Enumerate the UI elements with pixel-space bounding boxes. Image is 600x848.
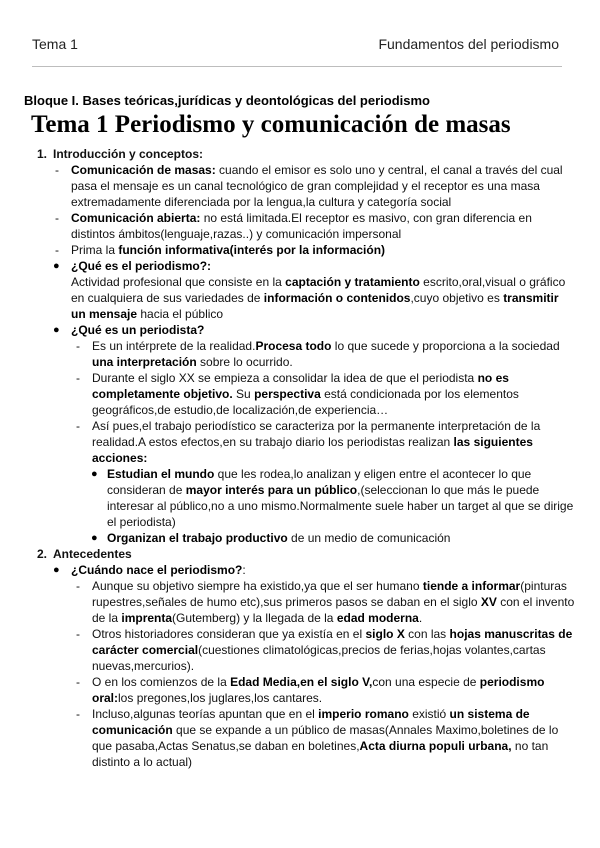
text-line: oral:los pregones,los juglares,los cantares. — [92, 691, 323, 705]
text-line: Estudian el mundo que les rodea,lo analizan y eligen entre el acontecer lo que — [107, 467, 532, 481]
text-line: que pasaba,Actas Senatus,se daban en boletines,Acta diurna populi urbana, no tan — [92, 739, 549, 753]
text-line: rupestres,señales de humo etc),sus primeros pasos se daban en el siglo XV con el invento — [92, 595, 575, 609]
header-right: Fundamentos del periodismo — [378, 36, 559, 52]
dash-marker: - — [76, 707, 80, 721]
dash-marker: - — [76, 419, 80, 433]
text-line: ¿Cuándo nace el periodismo?: — [71, 563, 246, 577]
bullet-icon: ● — [53, 260, 60, 272]
dash-marker: - — [55, 243, 59, 257]
text-line: Otros historiadores consideran que ya existía en el siglo X con las hojas manuscritas de — [92, 627, 573, 641]
text-line: en cualquiera de sus variedades de información o contenidos,cuyo objetivo es transmitir — [71, 291, 559, 305]
text-line: ¿Qué es el periodismo?: — [71, 259, 212, 273]
text-line: distintos ámbitos(lenguaje,razas..) y comunicación impersonal — [71, 227, 402, 241]
text-line: realidad.A estos efectos,en su trabajo diario los periodistas realizan las siguientes — [92, 435, 533, 449]
text-line: Organizan el trabajo productivo de un medio de comunicación — [107, 531, 451, 545]
text-line: el periodista) — [107, 515, 176, 529]
bloque-heading: Bloque I. Bases teóricas,jurídicas y deontológicas del periodismo — [24, 93, 431, 108]
text-line: completamente objetivo. Su perspectiva está condicionada por los elementos — [92, 387, 519, 401]
section-2-number: 2. — [37, 547, 48, 561]
text-line: geográficos,de estudio,de localización,de experiencia… — [92, 403, 389, 417]
section-2-heading: Antecedentes — [53, 547, 132, 561]
text-line: consideran de mayor interés para un público,(seleccionan lo que más le puede — [107, 483, 540, 497]
dash-marker: - — [55, 163, 59, 177]
text-line: pasa el mensaje es un canal tecnológico de gran complejidad y el receptor es una masa — [71, 179, 540, 193]
page-title: Tema 1 Periodismo y comunicación de masas — [31, 111, 511, 138]
dash-marker: - — [76, 579, 80, 593]
text-line: comunicación que se expande a un público de masas(Annales Maximo,boletines de lo — [92, 723, 559, 737]
text-line: carácter comercial(cuestiones climatológicas,precios de ferias,hojas volantes,cartas — [92, 643, 546, 657]
text-line: Actividad profesional que consiste en la captación y tratamiento escrito,oral,visual o gráfico — [71, 275, 566, 289]
text-line: acciones: — [92, 451, 148, 465]
text-line: Es un intérprete de la realidad.Procesa todo lo que sucede y proporciona a la sociedad — [92, 339, 560, 353]
text-line: distinto a lo actual) — [92, 755, 193, 769]
bullet-icon: ● — [53, 324, 60, 336]
header-left: Tema 1 — [32, 36, 78, 52]
bullet-icon: ● — [91, 532, 98, 544]
text-line: una interpretación sobre lo ocurrido. — [92, 355, 293, 369]
text-line: Incluso,algunas teorías apuntan que en el imperio romano existió un sistema de — [92, 707, 530, 721]
bullet-icon: ● — [53, 564, 60, 576]
header-divider — [32, 66, 562, 67]
text-line: Aunque su objetivo siempre ha existido,ya que el ser humano tiende a informar(pinturas — [92, 579, 567, 593]
dash-marker: - — [76, 371, 80, 385]
section-1-heading: Introducción y conceptos: — [53, 147, 204, 161]
dash-marker: - — [76, 339, 80, 353]
text-line: Durante el siglo XX se empieza a consolidar la idea de que el periodista no es — [92, 371, 509, 385]
text-line: Comunicación abierta: no está limitada.El receptor es masivo, con gran diferencia en — [71, 211, 532, 225]
dash-marker: - — [55, 211, 59, 225]
section-1-number: 1. — [37, 147, 48, 161]
bullet-icon: ● — [91, 468, 98, 480]
text-line: extremadamente diferenciada por la lengua,la cultura y categoría social — [71, 195, 452, 209]
dash-marker: - — [76, 675, 80, 689]
text-line: de la imprenta(Gutemberg) y la llegada de la edad moderna. — [92, 611, 423, 625]
text-line: interesar al público,no a uno mismo.Normalmente suele haber un target al que se dirige — [107, 499, 574, 513]
text-line: O en los comienzos de la Edad Media,en el siglo V,con una especie de periodismo — [92, 675, 545, 689]
text-line: Prima la función informativa(interés por la información) — [71, 243, 386, 257]
text-line: un mensaje hacia el público — [71, 307, 224, 321]
text-line: Así pues,el trabajo periodístico se caracteriza por la permanente interpretación de la — [92, 419, 541, 433]
text-line: ¿Qué es un periodista? — [71, 323, 205, 337]
text-line: Comunicación de masas: cuando el emisor es solo uno y central, el canal a través del cual — [71, 163, 563, 177]
text-line: nuevas,mercurios). — [92, 659, 195, 673]
dash-marker: - — [76, 627, 80, 641]
